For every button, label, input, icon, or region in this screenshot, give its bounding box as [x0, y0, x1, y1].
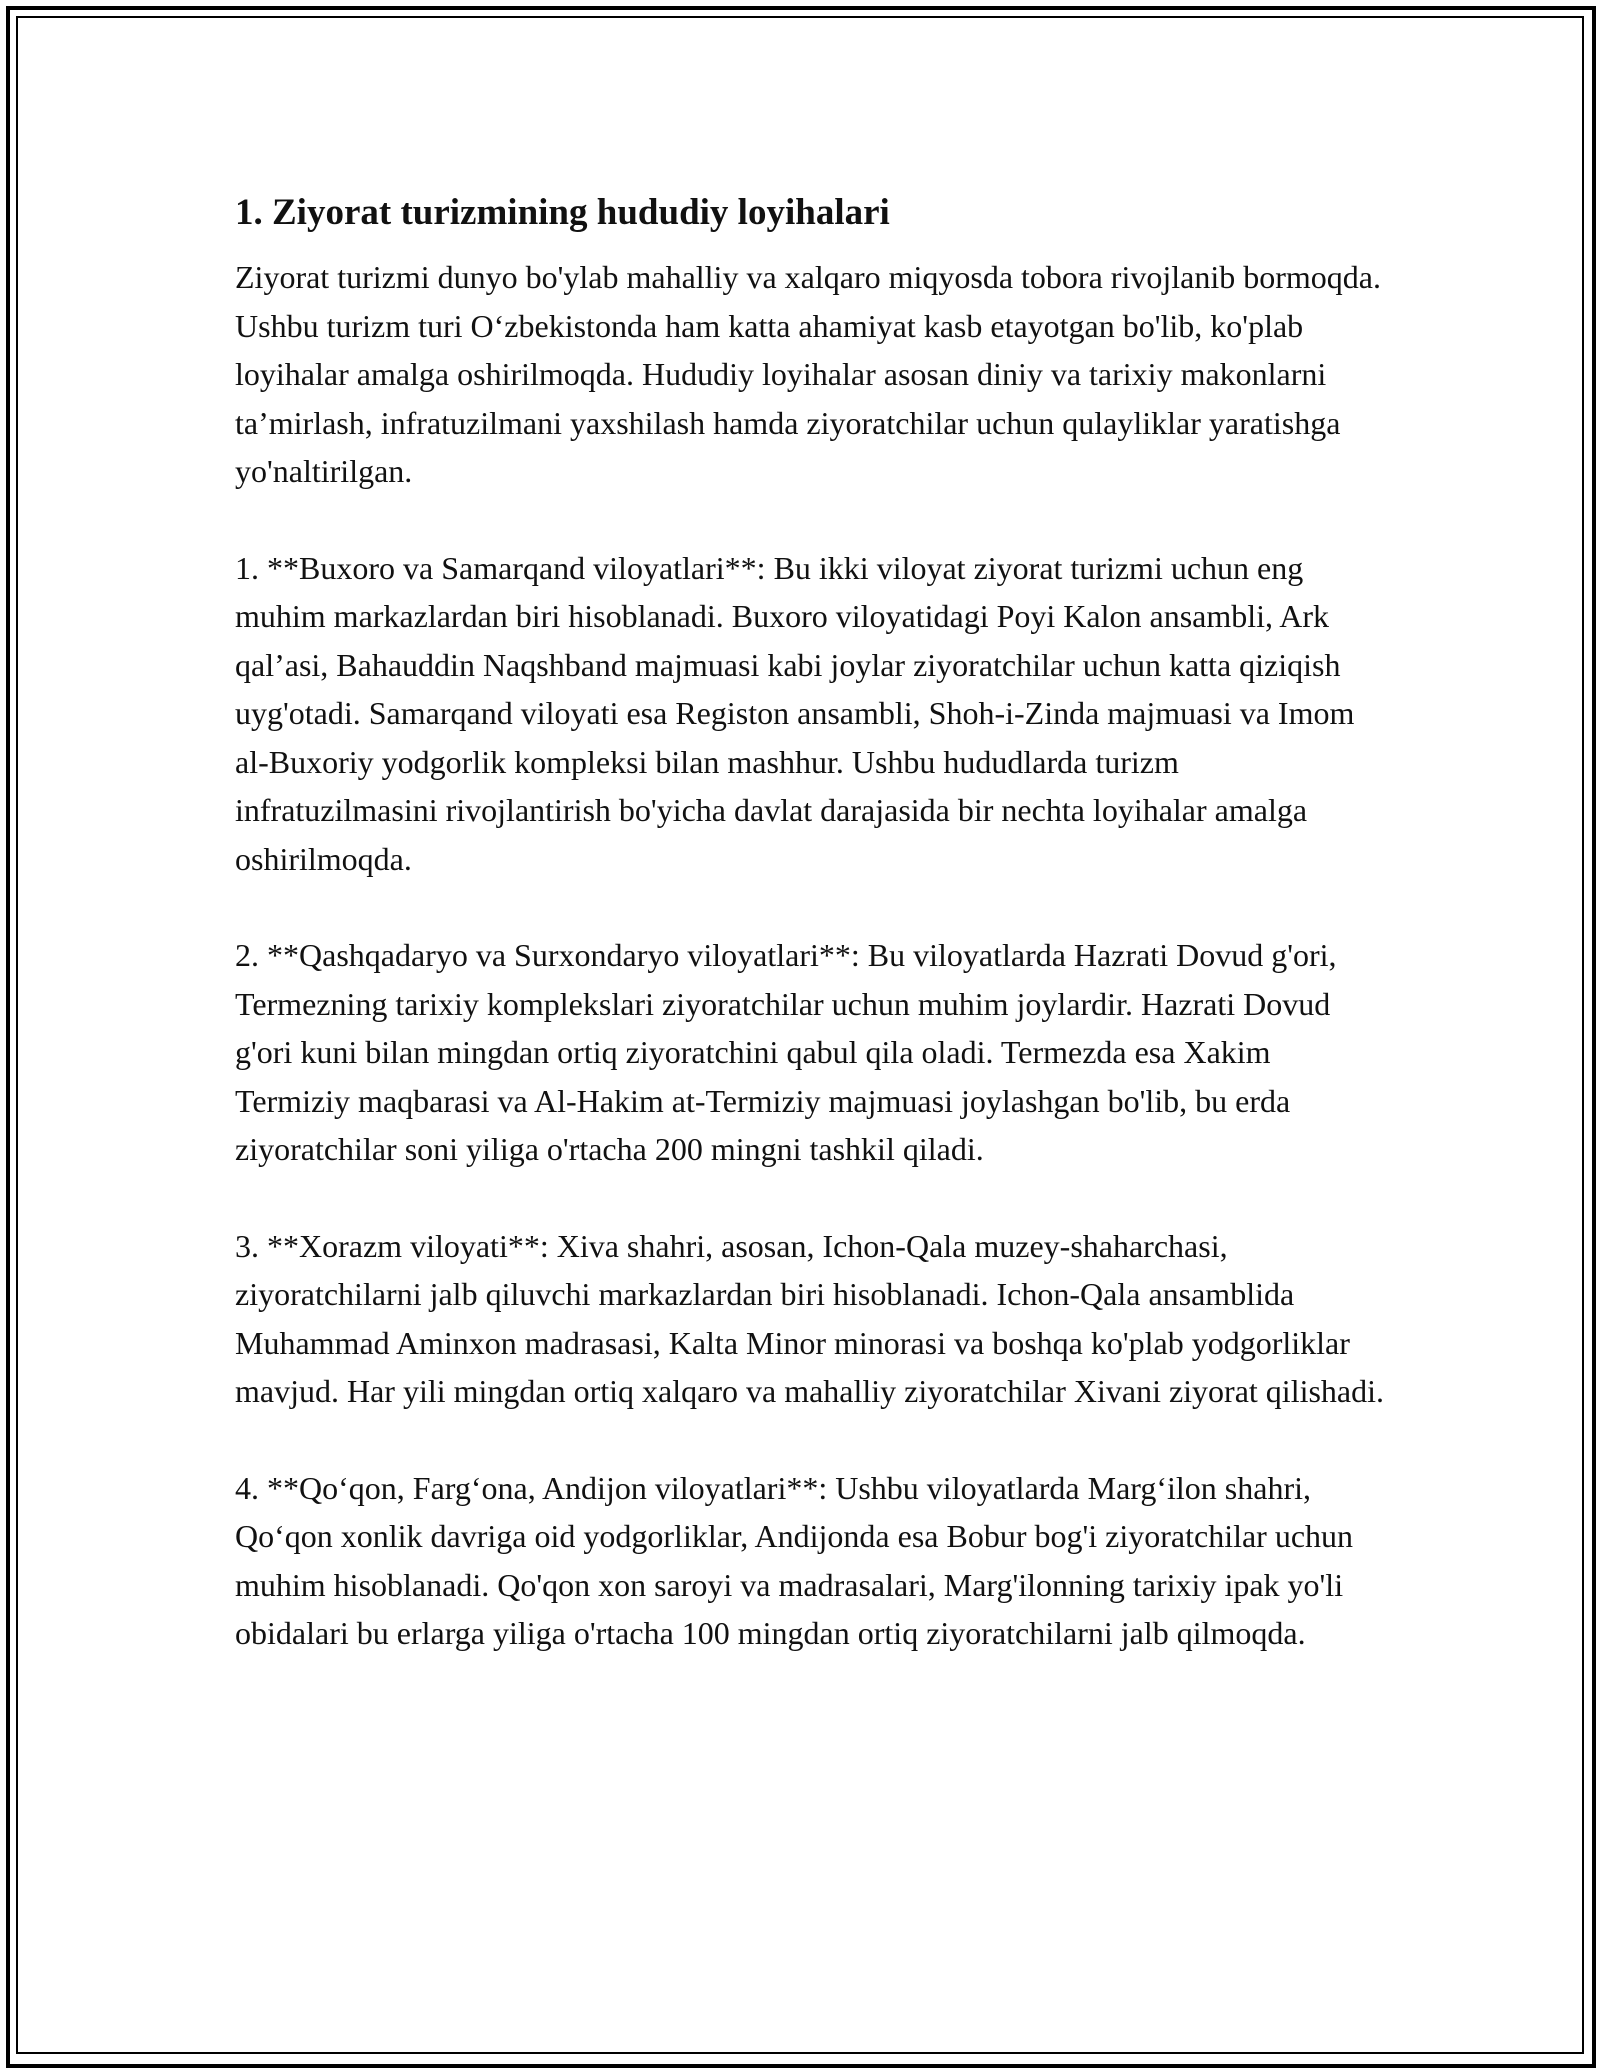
document-title: 1. Ziyorat turizmining hududiy loyihalari: [235, 192, 890, 233]
paragraph-xorazm: 3. **Xorazm viloyati**: Xiva shahri, asosan, Ichon-Qala muzey-shaharchasi, ziyoratchilarni jalb qiluvchi markazlardan biri hisoblanadi. Ichon-Qala ansamblida Muhammad Aminxon madrasasi, Kalta Minor minorasi va boshqa ko'plab yodgorliklar mavjud. Har yili mingdan ortiq xalqaro va mahalliy ziyoratchilar Xivani ziyorat qilishadi.: [235, 1227, 1385, 1409]
paragraph-buxoro-samarqand: 1. **Buxoro va Samarqand viloyatlari**: Bu ikki viloyat ziyorat turizmi uchun eng muhim markazlardan biri hisoblanadi. Buxoro viloyatidagi Poyi Kalon ansambli, Ark qal’asi, Bahauddin Naqshband majmuasi kabi joylar ziyoratchilar uchun katta qiziqish uyg'otadi. Samarqand viloyati esa Registon ansambli, Shoh-i-Zinda majmuasi va Imom al-Buxoriy yodgorlik kompleksi bilan mashhur. Ushbu hududlarda turizm infratuzilmasini rivojlantirish bo'yicha davlat darajasida bir nechta loyihalar amalga oshirilmoqda.: [235, 549, 1355, 877]
paragraph-qashqadaryo-surxondaryo: 2. **Qashqadaryo va Surxondaryo viloyatlari**: Bu viloyatlarda Hazrati Dovud g'ori, Termezning tarixiy komplekslari ziyoratchilar uchun muhim joylardir. Hazrati Dovud g'ori kuni bilan mingdan ortiq ziyoratchini qabul qila oladi. Termezda esa Xakim Termiziy maqbarasi va Al-Hakim at-Termiziy majmuasi joylashgan bo'lib, bu erda ziyoratchilar soni yiliga o'rtacha 200 mingni tashkil qiladi.: [235, 937, 1337, 1167]
paragraph-fargona-vodiysi: 4. **Qo‘qon, Farg‘ona, Andijon viloyatlari**: Ushbu viloyatlarda Marg‘ilon shahri, Qo‘qon xonlik davriga oid yodgorliklar, Andijonda esa Bobur bog'i ziyoratchilar uchun muhim hisoblanadi. Qo'qon xon saroyi va madrasalari, Marg'ilonning tarixiy ipak yo'li obidalari bu erlarga yiligа o'rtacha 100 mingdan ortiq ziyoratchilarni jalb qilmoqda.: [235, 1469, 1354, 1651]
document-body: [235, 185, 1385, 1706]
intro-paragraph: Ziyorat turizmi dunyo bo'ylab mahalliy va xalqaro miqyosda tobora rivojlanib bormoqda. Ushbu turizm turi O‘zbekistonda ham katta ahamiyat kasb etayotgan bo'lib, ko'plab loyihalar amalga oshirilmoqda. Hududiy loyihalar asosan diniy va tarixiy makonlarni ta’mirlash, infratuzilmani yaxshilash hamda ziyoratchilar uchun qulayliklar yaratishga yo'naltirilgan.: [235, 259, 1381, 489]
